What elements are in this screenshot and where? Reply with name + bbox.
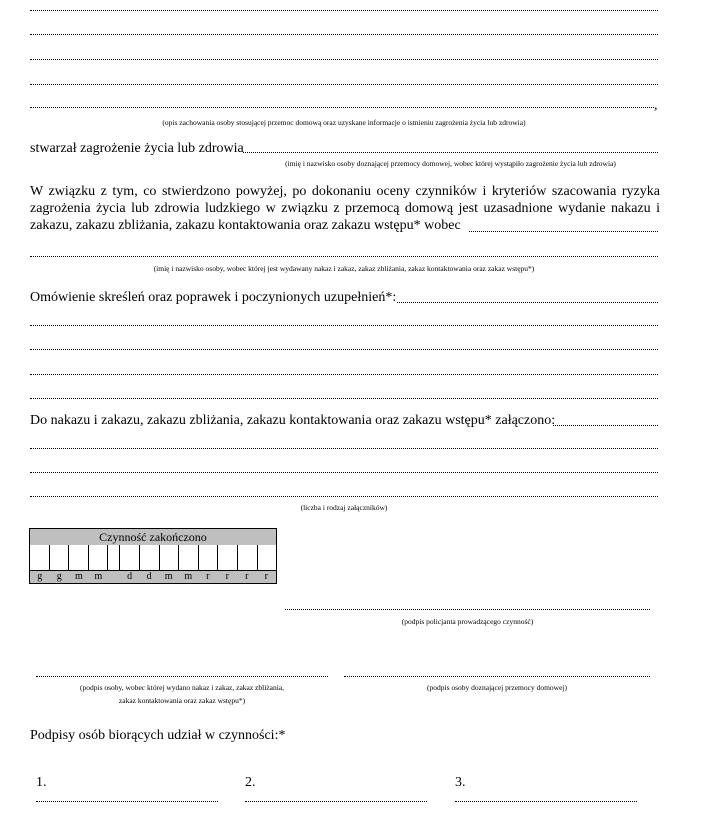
attached-inline-line[interactable] xyxy=(553,425,658,426)
date-cell[interactable] xyxy=(140,545,160,572)
date-cell[interactable] xyxy=(160,545,180,572)
participant-number-1: 1. xyxy=(36,775,47,790)
assessment-paragraph xyxy=(30,183,660,234)
date-cell[interactable] xyxy=(218,545,238,572)
officer-signature-caption: (podpis policjanta prowadzącego czynność) xyxy=(401,617,534,626)
attached-label: Do nakazu i zakazu, zakazu zbliżania, zakazu kontaktowania oraz zakazu wstępu* załączono: xyxy=(30,413,556,428)
threat-label: stwarzał zagrożenie życia lub zdrowia xyxy=(30,141,244,156)
participant-signature-line-2[interactable] xyxy=(245,801,427,802)
date-cell[interactable] xyxy=(238,545,258,572)
attachments-caption: (liczba i rodzaj załączników) xyxy=(300,503,388,512)
completion-date-labels xyxy=(30,570,276,583)
date-label-gap xyxy=(108,571,120,583)
date-label: m xyxy=(184,571,193,582)
behavior-desc-caption: (opis zachowania osoby stosującej przemoc domową oraz uzyskane informacje o istnieniu zagrożenia życia lub zdrowia) xyxy=(162,118,526,127)
perpetrator-name-line[interactable] xyxy=(30,256,658,257)
corrections-inline-line[interactable] xyxy=(397,302,658,303)
participant-signature-line-1[interactable] xyxy=(36,801,218,802)
date-label: m xyxy=(94,571,103,582)
date-cell[interactable] xyxy=(120,545,140,572)
completion-date-cells xyxy=(30,545,276,572)
behavior-desc-line-4[interactable] xyxy=(30,84,658,85)
behavior-desc-line-1[interactable] xyxy=(30,10,658,11)
date-label: m xyxy=(74,571,83,582)
date-label: r xyxy=(245,571,249,582)
date-label: d xyxy=(127,571,133,582)
behavior-desc-line-5[interactable] xyxy=(30,107,654,108)
date-label: r xyxy=(225,571,229,582)
attachments-line-1[interactable] xyxy=(30,448,658,449)
perpetrator-signature-line[interactable] xyxy=(36,676,328,677)
perpetrator-inline-line[interactable] xyxy=(469,231,658,232)
attachments-line-2[interactable] xyxy=(30,472,658,473)
completion-date-box xyxy=(29,528,277,584)
assessment-text: W związku z tym, co stwierdzono powyżej, po dokonaniu oceny czynników i kryteriów szacowania ryzyka zagrożenia życia lub zdrowia ludzkiego w związku z przemocą domową jest uzasadnione wydanie nakazu i zakazu, zakazu zbliżania, zakazu kontaktowania oraz zakazu wstępu* wobec xyxy=(30,184,660,233)
attachments-line-3[interactable] xyxy=(30,496,658,497)
date-cell[interactable] xyxy=(30,545,50,572)
date-label: r xyxy=(264,571,268,582)
perpetrator-signature-caption-1: (podpis osoby, wobec której wydano nakaz i zakaz, zakaz zbliżania, xyxy=(79,683,284,692)
date-label: r xyxy=(206,571,210,582)
perpetrator-signature-caption-2: zakaz kontaktowania oraz zakaz wstępu*) xyxy=(118,696,246,705)
date-cell[interactable] xyxy=(258,545,277,572)
corrections-label: Omówienie skreśleń oraz poprawek i poczynionych uzupełnień*: xyxy=(30,290,397,305)
officer-signature-line[interactable] xyxy=(285,609,650,610)
date-cell[interactable] xyxy=(69,545,89,572)
date-cell-gap xyxy=(108,545,120,572)
participant-signature-line-3[interactable] xyxy=(455,801,637,802)
date-cell[interactable] xyxy=(89,545,109,572)
date-label: g xyxy=(56,571,62,582)
victim-name-line[interactable] xyxy=(243,152,658,153)
completion-title: Czynność zakończono xyxy=(30,529,276,546)
corrections-line-1[interactable] xyxy=(30,325,658,326)
participant-number-3: 3. xyxy=(455,775,466,790)
date-cell[interactable] xyxy=(50,545,70,572)
corrections-line-2[interactable] xyxy=(30,349,658,350)
date-cell[interactable] xyxy=(179,545,199,572)
victim-signature-caption: (podpis osoby doznającej przemocy domowej) xyxy=(427,683,567,692)
behavior-desc-line-3[interactable] xyxy=(30,59,658,60)
perpetrator-name-caption: (imię i nazwisko osoby, wobec której jest wydawany nakaz i zakaz, zakaz zbliżania, zakaz kontaktowania oraz zakaz wstępu*) xyxy=(153,264,535,273)
participants-label: Podpisy osób biorących udział w czynności:* xyxy=(30,728,286,743)
victim-name-caption: (imię i nazwisko osoby doznającej przemocy domowej, wobec której wystąpiło zagrożenie życia lub zdrowia) xyxy=(285,159,616,168)
comma: , xyxy=(654,98,658,113)
date-label: g xyxy=(37,571,43,582)
date-label: d xyxy=(146,571,152,582)
behavior-desc-line-2[interactable] xyxy=(30,34,658,35)
victim-signature-line[interactable] xyxy=(344,676,650,677)
date-cell[interactable] xyxy=(199,545,219,572)
participant-number-2: 2. xyxy=(245,775,256,790)
corrections-line-4[interactable] xyxy=(30,398,658,399)
date-label: m xyxy=(164,571,173,582)
corrections-line-3[interactable] xyxy=(30,374,658,375)
